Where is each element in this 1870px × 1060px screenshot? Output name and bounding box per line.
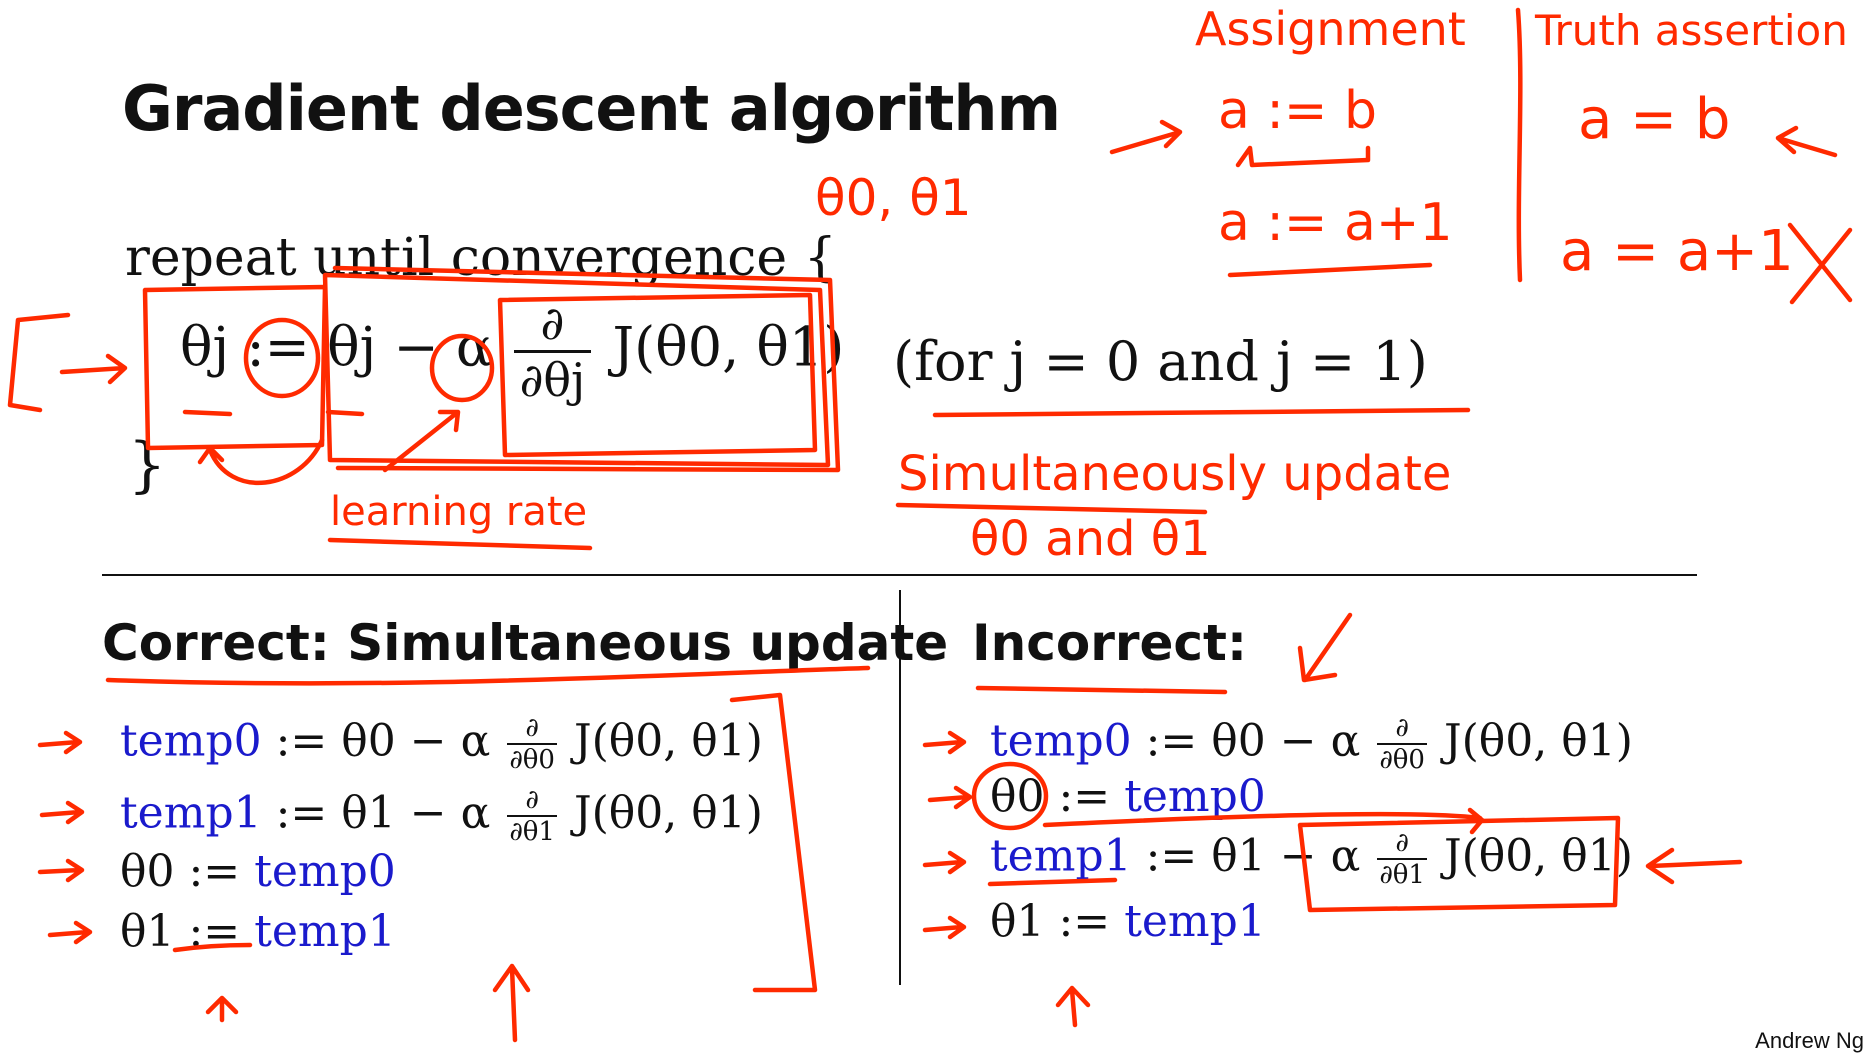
eq-derivative-num: ∂ (540, 296, 565, 350)
ink-line-arrow (930, 788, 970, 807)
line-cost: J(θ0, θ1) (573, 787, 763, 839)
derivative-num: ∂ (525, 713, 539, 743)
incorrect-heading: Incorrect: (972, 614, 1247, 672)
ink-line-arrow (925, 853, 964, 872)
ink-box-derivative (500, 295, 815, 455)
ink-line-arrow (925, 918, 964, 937)
ink-up-arrow (1058, 988, 1088, 1025)
eq-lhs: θj (180, 315, 230, 379)
ink-arrow-truth (1778, 128, 1835, 155)
ink-line-arrow (40, 733, 80, 752)
var-temp1: temp1 (120, 787, 262, 839)
ink-up-arrow (495, 966, 528, 1040)
ink-assign-bracket (1238, 148, 1368, 165)
var-temp0: temp0 (120, 715, 262, 767)
ink-separator (1518, 10, 1520, 280)
slide-title: Gradient descent algorithm (122, 72, 1061, 145)
line-op: := (1058, 771, 1111, 822)
ink-underline (1230, 265, 1430, 275)
line-lhs: θ0 (120, 846, 175, 897)
var-temp1: temp1 (990, 830, 1132, 882)
ink-left-bracket (10, 315, 68, 410)
annotation-assignment: Assignment (1195, 2, 1466, 56)
line-op: := (188, 846, 241, 897)
close-brace: } (128, 430, 167, 500)
ink-underline (175, 945, 250, 950)
line-cost: J(θ0, θ1) (573, 715, 763, 767)
annotation-truth-assertion: Truth assertion (1535, 6, 1848, 55)
correct-heading: Correct: Simultaneous update (102, 614, 949, 672)
ink-right-bracket (732, 695, 815, 990)
ink-circle-alpha (432, 336, 492, 400)
line-op: := (188, 906, 241, 957)
var-temp0: temp0 (254, 846, 396, 897)
annotation-thetas: θ0, θ1 (815, 169, 972, 227)
line-cost: J(θ0, θ1) (1443, 715, 1633, 767)
repeat-text: repeat until convergence { (125, 228, 837, 288)
annotation-theta0-and-theta1: θ0 and θ1 (970, 511, 1211, 567)
eq-cost: J(θ0, θ1) (612, 315, 845, 379)
line-op: := θ0 − α (275, 715, 491, 767)
ink-arrow-down (1300, 615, 1350, 680)
var-temp0: temp0 (990, 715, 1132, 767)
derivative-den: ∂θ1 (509, 817, 555, 847)
line-op: := θ1 − α (1145, 830, 1361, 882)
ink-underline (185, 412, 230, 414)
ink-box-rhs (325, 275, 828, 465)
annotation-learning-rate: learning rate (330, 489, 588, 535)
ink-arrow-left (62, 356, 125, 382)
derivative-num: ∂ (1395, 828, 1409, 858)
line-op: := θ0 − α (1145, 715, 1361, 767)
ink-box-lhs (145, 287, 325, 448)
line-op: := (1058, 896, 1111, 947)
ink-arrow-assign (1112, 122, 1180, 152)
ink-line-arrow (40, 861, 82, 880)
var-temp0: temp0 (1124, 771, 1266, 822)
derivative-num: ∂ (525, 785, 539, 815)
derivative-num: ∂ (1395, 713, 1409, 743)
ink-line-arrow (925, 733, 964, 752)
ink-arrow-left-incorrect (1648, 850, 1740, 882)
ink-up-arrow (208, 998, 236, 1020)
eq-minus: − (393, 315, 439, 379)
eq-alpha: α (455, 315, 493, 379)
line-cost: J(θ0, θ1) (1443, 830, 1633, 882)
var-temp1: temp1 (1124, 896, 1266, 947)
derivative-den: ∂θ1 (1379, 860, 1425, 890)
annotation-assign-example-1: a := b (1218, 81, 1378, 141)
line-lhs: θ1 (990, 896, 1045, 947)
eq-rhs-theta: θj (327, 315, 377, 379)
annotation-truth-example-2: a = a+1 (1560, 219, 1794, 284)
ink-circle-assign (246, 320, 318, 396)
ink-box-incorrect-derivative (1300, 818, 1618, 910)
eq-assign: := (246, 315, 310, 379)
var-temp1: temp1 (254, 906, 396, 957)
annotation-simultaneously-update: Simultaneously update (898, 446, 1452, 502)
eq-derivative-den: ∂θj (514, 350, 592, 403)
ink-underline (330, 540, 590, 548)
line-lhs: θ0 (990, 771, 1045, 822)
annotation-truth-example-1: a = b (1578, 87, 1731, 152)
for-clause: (for j = 0 and j = 1) (893, 330, 1428, 393)
derivative-den: ∂θ0 (509, 745, 555, 775)
ink-cross-mark (1790, 225, 1850, 302)
annotation-assign-example-2: a := a+1 (1218, 193, 1453, 253)
ink-underline (108, 668, 868, 683)
line-op: := θ1 − α (275, 787, 491, 839)
ink-line-arrow (50, 923, 90, 942)
line-lhs: θ1 (120, 906, 175, 957)
ink-underline (328, 412, 362, 414)
ink-line-arrow (42, 803, 82, 822)
author-credit: Andrew Ng (1755, 1028, 1864, 1053)
ink-circle-theta0 (974, 764, 1046, 828)
ink-underline (990, 880, 1115, 884)
ink-underline (978, 688, 1225, 692)
derivative-den: ∂θ0 (1379, 745, 1425, 775)
ink-underline (935, 410, 1468, 415)
